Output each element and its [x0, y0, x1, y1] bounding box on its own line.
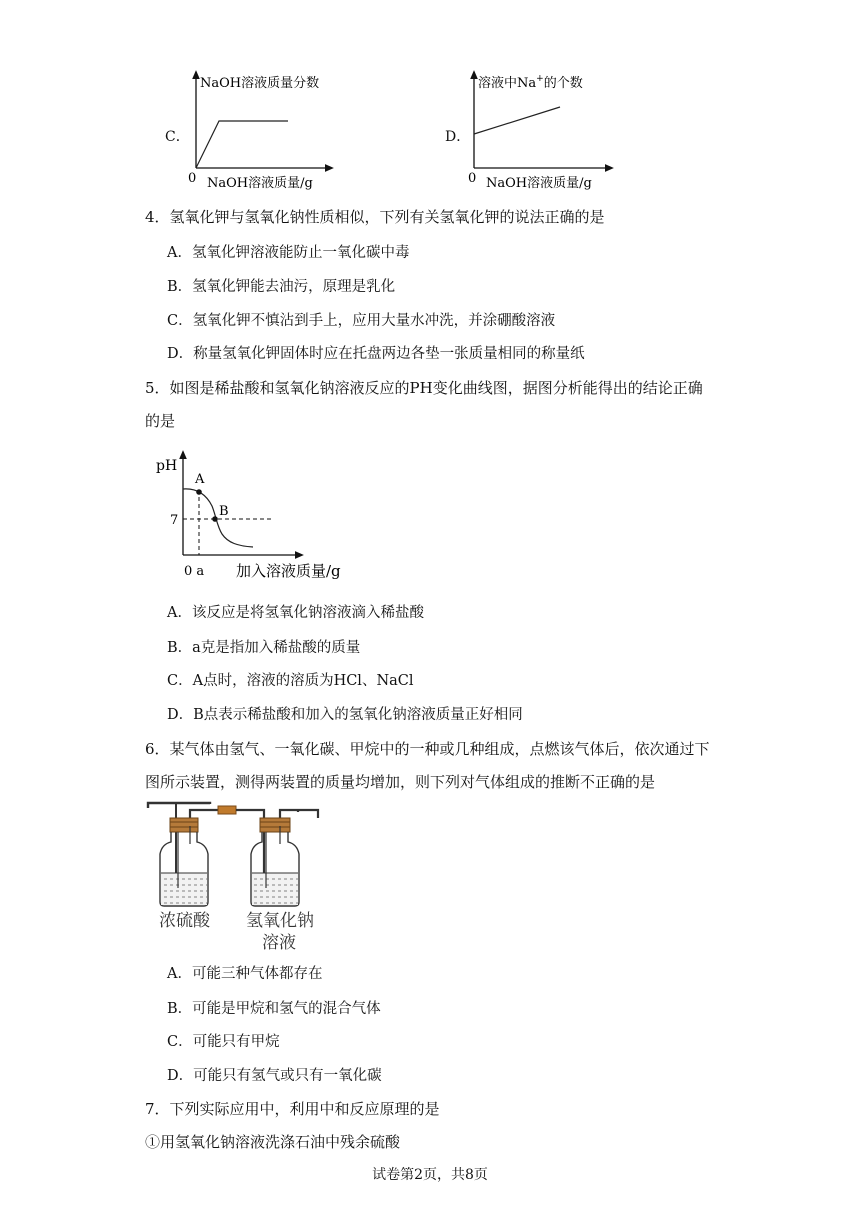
bottle1-stopper	[170, 818, 198, 832]
graph-d-ylabel: 溶液中Na+的个数	[478, 74, 583, 91]
q5-option-c: C．A点时，溶液的溶质为HCl、NaCl	[167, 673, 414, 689]
q5-option-a: A．该反应是将氢氧化钠溶液滴入稀盐酸	[167, 605, 424, 621]
q6-stem-line2: 图所示装置，测得两装置的质量均增加，则下列对气体组成的推断不正确的是	[145, 773, 656, 791]
bottle2-liquid	[252, 873, 298, 905]
q4-option-b: B．氢氧化钾能去油污，原理是乳化	[167, 279, 396, 295]
graph-c-ylabel: NaOH溶液质量分数	[200, 76, 320, 91]
q5-label-a: A	[195, 472, 205, 487]
q5-xlabel: 加入溶液质量/g	[236, 562, 341, 580]
q6-option-c: C．可能只有甲烷	[167, 1034, 280, 1050]
q5-stem-line1: 5．如图是稀盐酸和氢氧化钠溶液反应的PH变化曲线图，据图分析能得出的结论正确	[145, 379, 703, 397]
q5-ph-curve	[183, 489, 253, 547]
q5-tick-7: 7	[170, 513, 179, 528]
q5-ph-graph	[150, 450, 360, 585]
graph-c	[180, 66, 350, 194]
graph-d-xlabel: NaOH溶液质量/g	[486, 176, 592, 191]
graph-d	[460, 66, 640, 194]
q7-stem: 7．下列实际应用中，利用中和反应原理的是	[145, 1100, 440, 1118]
bottle1-label: 浓硫酸	[159, 911, 210, 931]
q6-option-b: B．可能是甲烷和氢气的混合气体	[167, 1001, 381, 1017]
q4-option-c: C．氢氧化钾不慎沾到手上，应用大量水冲洗，并涂硼酸溶液	[167, 313, 556, 329]
option-c-label: C．	[165, 129, 190, 145]
q5-stem-line2: 的是	[145, 412, 176, 430]
q6-option-d: D．可能只有氢气或只有一氧化碳	[167, 1068, 382, 1084]
graph-d-origin: 0	[468, 171, 477, 186]
q5-option-b: B．a克是指加入稀盐酸的质量	[167, 640, 361, 656]
q5-point-a	[196, 489, 202, 495]
q6-option-a: A．可能三种气体都存在	[167, 966, 323, 982]
graph-c-origin: 0	[188, 171, 197, 186]
bottle2-label-line1: 氢氧化钠	[246, 911, 314, 931]
option-d-label: D．	[445, 129, 471, 145]
bottle2-stopper	[260, 818, 290, 832]
bottle1-liquid	[161, 873, 207, 905]
q7-item-1: ①用氢氧化钠溶液洗涤石油中残余硫酸	[145, 1133, 401, 1151]
graph-d-curve	[474, 107, 560, 134]
q4-option-a: A．氢氧化钾溶液能防止一氧化碳中毒	[167, 245, 410, 261]
q5-option-d: D．B点表示稀盐酸和加入的氢氧化钠溶液质量正好相同	[167, 707, 523, 723]
q5-label-b: B	[219, 504, 229, 519]
inlet-tube	[148, 803, 210, 808]
q6-apparatus	[140, 798, 340, 958]
rubber-connector	[218, 806, 236, 814]
q4-option-d: D．称量氢氧化钾固体时应在托盘两边各垫一张质量相同的称量纸	[167, 346, 585, 362]
q4-stem: 4．氢氧化钾与氢氧化钠性质相似，下列有关氢氧化钾的说法正确的是	[145, 208, 605, 226]
q5-origin-a: 0 a	[184, 564, 205, 579]
q5-ylabel: pH	[156, 458, 178, 474]
q6-stem-line1: 6．某气体由氢气、一氧化碳、甲烷中的一种或几种组成，点燃该气体后，依次通过下	[145, 740, 710, 758]
bottle2-label-line2: 溶液	[262, 933, 296, 953]
graph-c-xlabel: NaOH溶液质量/g	[207, 176, 313, 191]
q5-point-b	[212, 516, 218, 522]
graph-c-curve	[196, 121, 288, 168]
page-footer: 试卷第2页，共8页	[372, 1167, 488, 1183]
